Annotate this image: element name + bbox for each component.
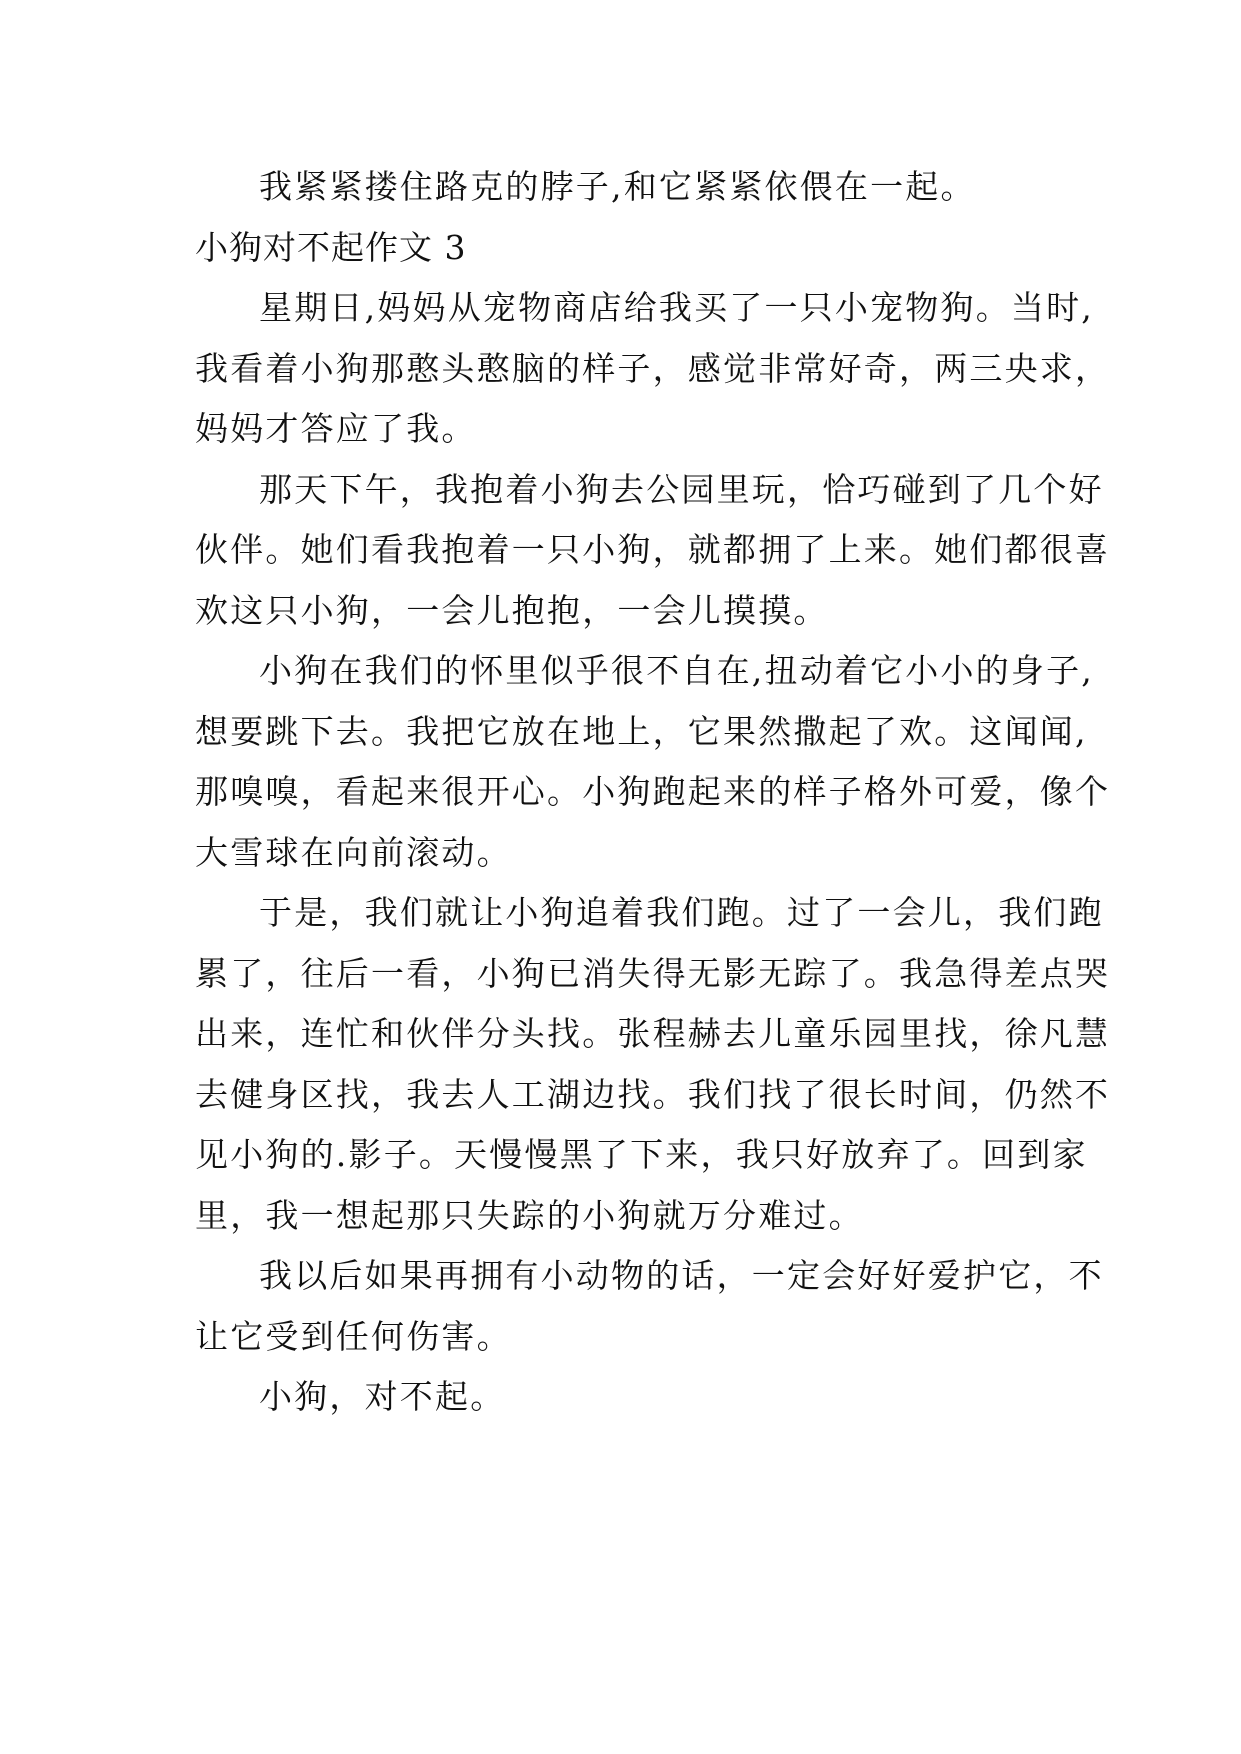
essay-title: 小狗对不起作文 3 [195,227,467,267]
paragraph-line: 小狗，对不起。 [259,1377,506,1416]
document-body [195,157,1111,1428]
paragraph-line: 让它受到任何伤害。 [195,1316,512,1356]
paragraph-line: 去健身区找，我去人工湖边找。我们找了很长时间，仍然不 [195,1074,1111,1114]
paragraph-line: 我以后如果再拥有小动物的话，一定会好好爱护它，不 [259,1256,1104,1295]
paragraph-line: 我看着小狗那憨头憨脑的样子，感觉非常好奇，两三央求， [195,348,1111,388]
paragraph-line: 伙伴。她们看我抱着一只小狗，就都拥了上来。她们都很喜 [195,530,1111,569]
paragraph-line: 那天下午，我抱着小狗去公园里玩，恰巧碰到了几个好 [259,469,1104,509]
paragraph-line: 大雪球在向前滚动。 [195,832,512,872]
paragraph-line: 出来，连忙和伙伴分头找。张程赫去儿童乐园里找，徐凡慧 [195,1014,1111,1053]
paragraph-line: 于是，我们就让小狗追着我们跑。过了一会儿，我们跑 [259,893,1104,932]
paragraph-line: 累了，往后一看，小狗已消失得无影无踪了。我急得差点哭 [195,953,1111,993]
paragraph-line: 里，我一想起那只失踪的小狗就万分难过。 [195,1195,864,1235]
paragraph-line: 妈妈才答应了我。 [195,409,477,448]
paragraph-line: 那嗅嗅，看起来很开心。小狗跑起来的样子格外可爱，像个 [195,772,1111,811]
paragraph-line: 小狗在我们的怀里似乎很不自在,扭动着它小小的身子, [259,651,1094,690]
paragraph-line: 星期日,妈妈从宠物商店给我买了一只小宠物狗。当时, [259,288,1094,327]
paragraph-line: 我紧紧搂住路克的脖子,和它紧紧依偎在一起。 [259,167,976,206]
paragraph-line: 见小狗的.影子。天慢慢黑了下来，我只好放弃了。回到家 [195,1135,1088,1174]
paragraph-line: 欢这只小狗，一会儿抱抱，一会儿摸摸。 [195,590,829,630]
paragraph-line: 想要跳下去。我把它放在地上，它果然撒起了欢。这闻闻, [195,711,1088,751]
